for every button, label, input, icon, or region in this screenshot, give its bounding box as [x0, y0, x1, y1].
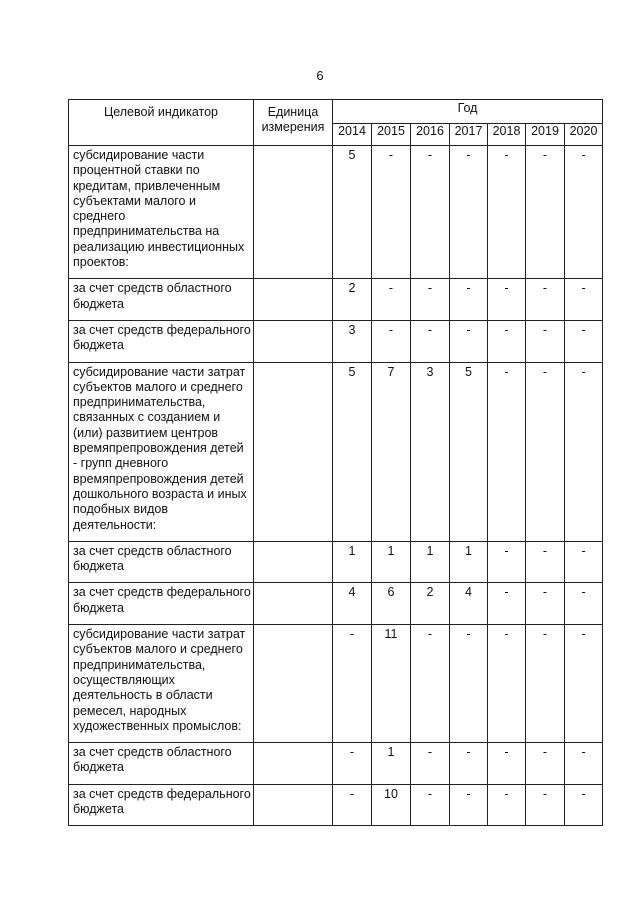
indicator-cell: за счет средств областного бюджета	[69, 541, 254, 583]
table-row	[69, 320, 603, 362]
value-cell: -	[488, 362, 526, 541]
value-cell: -	[411, 146, 450, 279]
value-cell: -	[526, 146, 565, 279]
value-cell: 10	[372, 784, 411, 826]
indicator-cell: субсидирование части затрат субъектов малого и среднего предпринимательства, связанных с созданием и (или) развитием центров времяпрепровождения детей - групп дневного времяпрепровождения детей дошкольного возраста и иных подобных видов деятельности:	[69, 362, 254, 541]
header-unit: Единица измерения	[254, 100, 333, 146]
value-cell: 5	[450, 362, 488, 541]
value-cell: -	[488, 541, 526, 583]
value-cell: -	[565, 146, 603, 279]
value-cell: -	[565, 320, 603, 362]
value-cell: -	[565, 583, 603, 625]
header-year: 2016	[411, 124, 450, 146]
value-cell: -	[488, 320, 526, 362]
value-cell: 1	[411, 541, 450, 583]
value-cell: -	[526, 743, 565, 785]
unit-cell	[254, 784, 333, 826]
value-cell: -	[526, 279, 565, 321]
unit-cell	[254, 320, 333, 362]
indicator-cell: за счет средств областного бюджета	[69, 743, 254, 785]
value-cell: 1	[372, 743, 411, 785]
value-cell: -	[565, 362, 603, 541]
unit-cell	[254, 362, 333, 541]
value-cell: -	[565, 625, 603, 743]
table-row	[69, 362, 603, 541]
unit-cell	[254, 541, 333, 583]
header-year-group: Год	[333, 100, 603, 124]
page-number: 6	[316, 68, 324, 83]
value-cell: -	[372, 320, 411, 362]
table-row	[69, 784, 603, 826]
value-cell: -	[450, 279, 488, 321]
value-cell: 3	[411, 362, 450, 541]
table-row	[69, 583, 603, 625]
value-cell: -	[411, 743, 450, 785]
table-row	[69, 279, 603, 321]
target-indicators-table	[68, 99, 603, 826]
value-cell: -	[526, 583, 565, 625]
value-cell: -	[333, 625, 372, 743]
value-cell: -	[411, 784, 450, 826]
value-cell: 1	[333, 541, 372, 583]
value-cell: -	[372, 279, 411, 321]
value-cell: -	[565, 279, 603, 321]
indicator-cell: субсидирование части процентной ставки по кредитам, привлеченным субъектами малого и среднего предпринимательства на реализацию инвестиционных проектов:	[69, 146, 254, 279]
value-cell: -	[333, 743, 372, 785]
header-indicator: Целевой индикатор	[69, 100, 254, 146]
value-cell: -	[450, 625, 488, 743]
value-cell: -	[488, 625, 526, 743]
header-year: 2020	[565, 124, 603, 146]
header-year: 2014	[333, 124, 372, 146]
value-cell: -	[565, 743, 603, 785]
header-year: 2017	[450, 124, 488, 146]
unit-cell	[254, 583, 333, 625]
value-cell: -	[488, 279, 526, 321]
value-cell: -	[565, 541, 603, 583]
value-cell: -	[372, 146, 411, 279]
value-cell: -	[526, 541, 565, 583]
value-cell: 6	[372, 583, 411, 625]
value-cell: -	[411, 279, 450, 321]
value-cell: -	[488, 784, 526, 826]
table-row	[69, 625, 603, 743]
value-cell: -	[488, 743, 526, 785]
value-cell: 5	[333, 146, 372, 279]
header-year: 2018	[488, 124, 526, 146]
indicator-cell: за счет средств федерального бюджета	[69, 583, 254, 625]
value-cell: -	[526, 625, 565, 743]
value-cell: 1	[372, 541, 411, 583]
value-cell: -	[411, 625, 450, 743]
value-cell: -	[450, 784, 488, 826]
indicator-cell: субсидирование части затрат субъектов малого и среднего предпринимательства, осуществляющих деятельность в области ремесел, народных художественных промыслов:	[69, 625, 254, 743]
value-cell: -	[565, 784, 603, 826]
value-cell: -	[526, 362, 565, 541]
table-row	[69, 146, 603, 279]
unit-cell	[254, 743, 333, 785]
value-cell: 7	[372, 362, 411, 541]
header-year: 2019	[526, 124, 565, 146]
value-cell: 3	[333, 320, 372, 362]
table-row	[69, 541, 603, 583]
value-cell: -	[411, 320, 450, 362]
indicator-cell: за счет средств федерального бюджета	[69, 320, 254, 362]
value-cell: 4	[450, 583, 488, 625]
value-cell: 2	[411, 583, 450, 625]
header-year: 2015	[372, 124, 411, 146]
value-cell: 11	[372, 625, 411, 743]
unit-cell	[254, 146, 333, 279]
value-cell: -	[526, 320, 565, 362]
value-cell: -	[450, 146, 488, 279]
value-cell: 4	[333, 583, 372, 625]
value-cell: -	[450, 743, 488, 785]
table-body	[69, 146, 603, 826]
table-row	[69, 743, 603, 785]
indicator-cell: за счет средств областного бюджета	[69, 279, 254, 321]
value-cell: -	[488, 583, 526, 625]
indicator-cell: за счет средств федерального бюджета	[69, 784, 254, 826]
value-cell: -	[526, 784, 565, 826]
value-cell: 5	[333, 362, 372, 541]
unit-cell	[254, 625, 333, 743]
value-cell: 2	[333, 279, 372, 321]
value-cell: -	[450, 320, 488, 362]
value-cell: -	[333, 784, 372, 826]
value-cell: -	[488, 146, 526, 279]
value-cell: 1	[450, 541, 488, 583]
unit-cell	[254, 279, 333, 321]
